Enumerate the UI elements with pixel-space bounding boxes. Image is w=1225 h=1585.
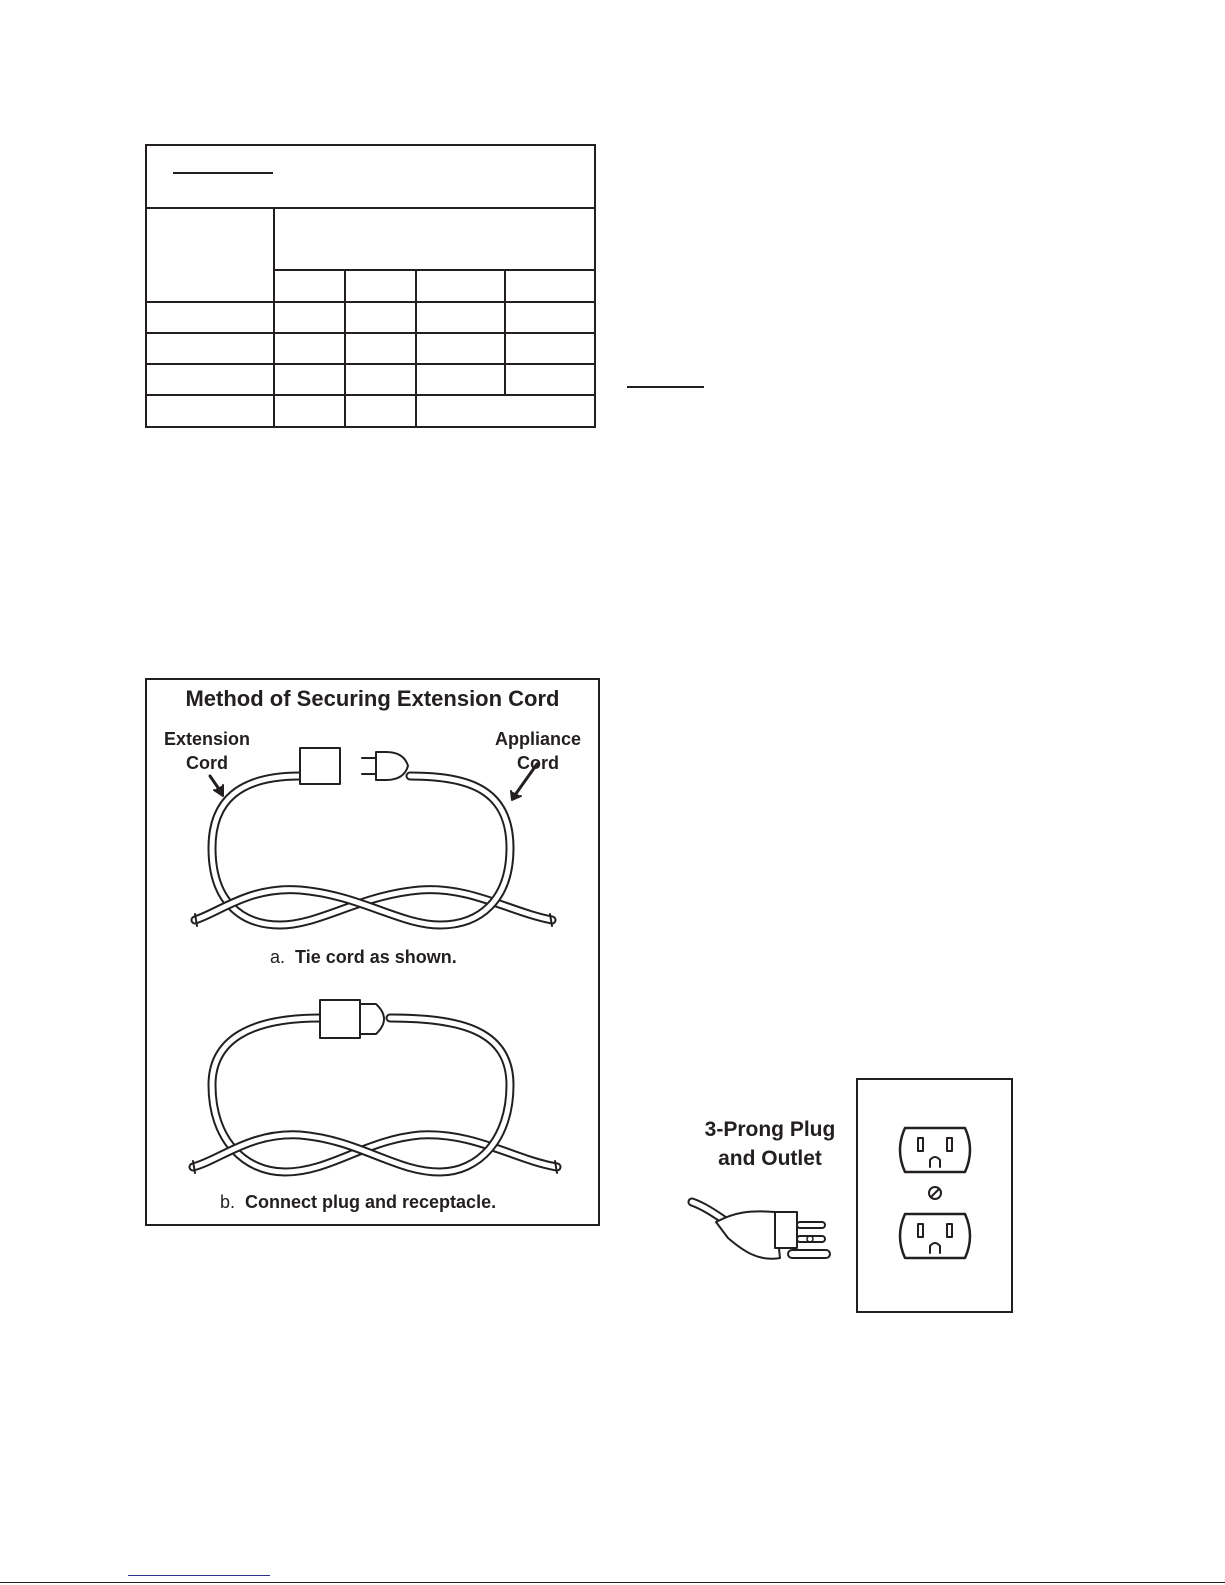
cord-drawing-b — [193, 1000, 557, 1173]
plug-outlet-title-line1: 3-Prong Plug — [704, 1118, 836, 1141]
three-prong-plug-icon — [692, 1202, 830, 1259]
plug-outlet-title-line2: and Outlet — [718, 1147, 822, 1170]
caption-a — [270, 947, 457, 968]
footer-link-underline[interactable] — [128, 1575, 270, 1576]
appliance-cord-label-line2: Cord — [517, 753, 559, 773]
plug-outlet-title — [690, 1115, 850, 1173]
outlet-figure-frame — [856, 1078, 1013, 1313]
caption-a-prefix: a. — [270, 947, 286, 967]
caption-b-text: Connect plug and receptacle. — [245, 1192, 497, 1212]
caption-b — [220, 1192, 496, 1213]
figure-title: Method of Securing Extension Cord — [185, 686, 560, 711]
extension-cord-label-line2: Cord — [186, 753, 228, 773]
arrow-icon — [210, 776, 223, 796]
plug-icon — [376, 752, 408, 780]
cord-drawing-a — [195, 748, 552, 926]
appliance-cord-label-line1: Appliance — [494, 729, 582, 749]
extension-cord-label-line1: Extension — [163, 729, 251, 749]
arrow-icon — [511, 764, 537, 800]
caption-a-text: Tie cord as shown. — [295, 947, 457, 967]
receptacle-icon — [320, 1000, 360, 1038]
plug-icon — [360, 1004, 384, 1034]
receptacle-icon — [300, 748, 340, 784]
caption-b-prefix: b. — [220, 1192, 236, 1212]
footer-rule — [0, 1582, 1225, 1583]
